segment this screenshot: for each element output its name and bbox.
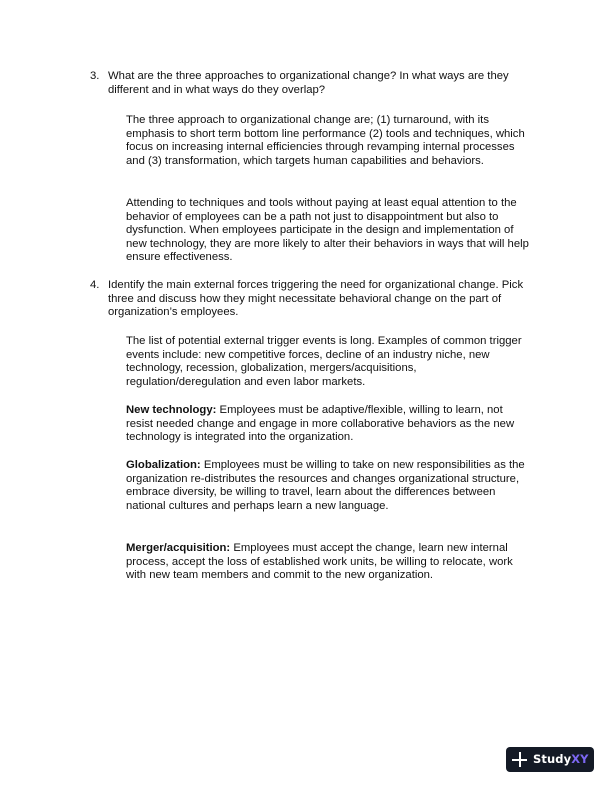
item-term: New technology: — [126, 404, 217, 416]
question-number: 4. — [90, 279, 100, 291]
question-number: 3. — [90, 70, 100, 82]
question-text: What are the three approaches to organizational change? In what ways are they different and in what ways do they overlap? — [108, 70, 509, 96]
answer-paragraph: Attending to techniques and tools without paying at least equal attention to the behavior of employees can be a path not just to disappointment but also to dysfunction. When employees participate in the design and implementation of new technology, they are more likely to alter their behaviors in ways that will help ensure effectiveness. — [126, 197, 529, 264]
item-term: Merger/acquisition: — [126, 542, 231, 554]
answer-item — [126, 404, 531, 445]
plus-icon — [512, 752, 527, 767]
item-term: Globalization: — [126, 459, 201, 471]
studyxy-logo — [506, 747, 594, 772]
question-3 — [90, 70, 530, 97]
answer-item — [126, 459, 531, 513]
logo-wordmark: StudyXY — [533, 752, 589, 766]
answer-paragraph: The list of potential external trigger events is long. Examples of common trigger events include: new competitive forces, decline of an industry niche, new technology, recession, globalization, mergers/acquisitions, regulation/deregulation and even labor markets. — [126, 335, 522, 388]
answer-item — [126, 542, 531, 583]
question-text: Identify the main external forces triggering the need for organizational change. Pick three and discuss how they might necessitate behavioral change on the part of organization’s employees. — [108, 279, 524, 318]
item-text: Employees must be willing to take on new responsibilities as the organization re-distributes the resources and changes organizational structure, embrace diversity, be willing to travel, learn about the differences between national cultures and perhaps learn a new language. — [126, 459, 525, 512]
item-text: Employees must be adaptive/flexible, willing to learn, not resist needed change and engage in more collaborative behaviors as the new technology is integrated into the organization. — [126, 404, 515, 444]
item-text: Employees must accept the change, learn new internal process, accept the loss of established work units, be willing to relocate, work with new team members and commit to the new organization. — [126, 542, 513, 582]
answer-paragraph: The three approach to organizational change are; (1) turnaround, with its emphasis to short term bottom line performance (2) tools and techniques, which focus on increasing internal efficiencies through revamping internal processes and (3) transformation, which targets human capabilities and behaviors. — [126, 114, 525, 167]
question-4 — [90, 279, 530, 320]
